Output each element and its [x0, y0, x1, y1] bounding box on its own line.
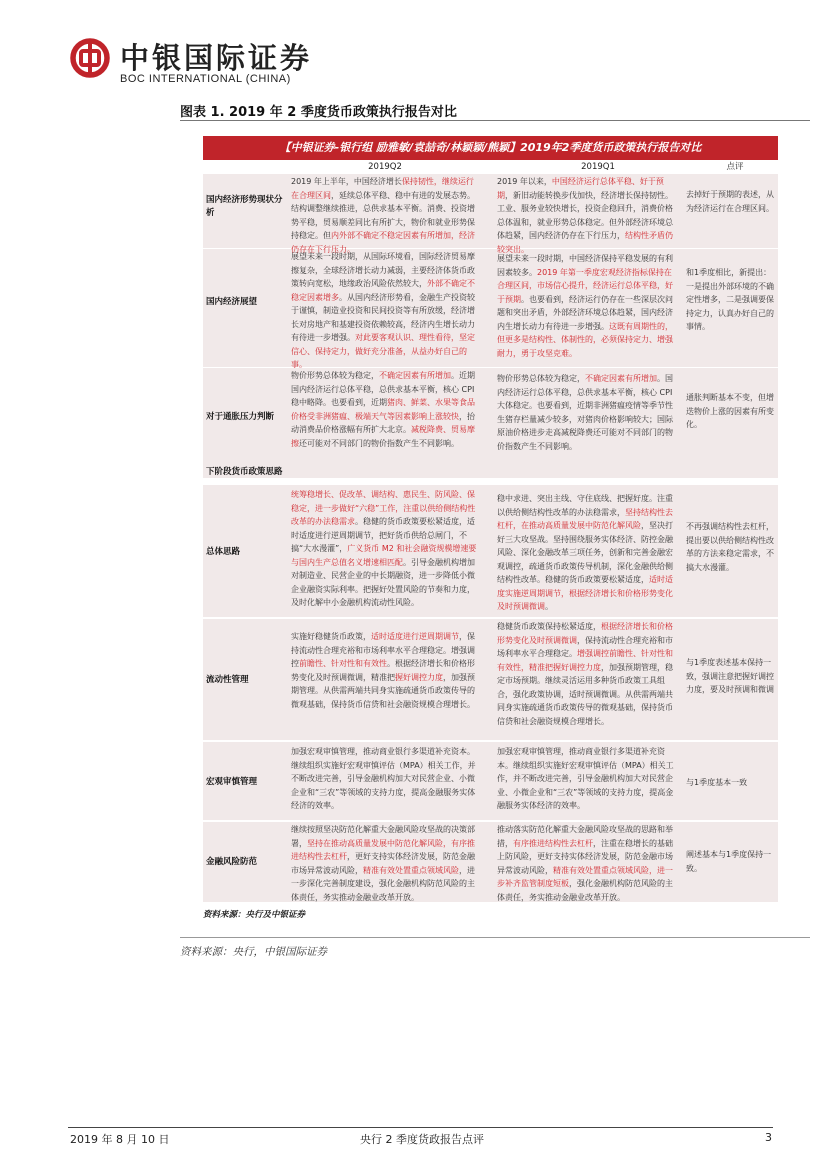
cell-q2 [291, 630, 481, 738]
cell-text: 。也要看到，经济运行仍存在一些深层次问题和突出矛盾，外部经济环境总体趋紧，国内经济内生增长动力有待进一步增强。 [497, 294, 673, 331]
brand-name-en: BOC INTERNATIONAL (CHINA) [120, 73, 291, 85]
cell-q2 [291, 250, 481, 369]
highlight-text: 中国经济运行总体平稳、好于预期 [497, 177, 664, 200]
highlight-text: 根据经济增长和价格形势变化及时预调微调 [497, 622, 673, 645]
highlight-text: 猪肉、鲜菜、水果等食品价格受非洲猪瘟、极端天气等因素影响上涨较快 [291, 398, 475, 421]
source-divider [180, 937, 810, 938]
cell-comment [686, 776, 776, 806]
cell-text: 展望未来一段时期，中国经济保持平稳发展的有利因素较多。 [497, 254, 673, 277]
cell-text: 。近期国内经济运行总体平稳，总供求基本平衡，核心 CPI 稳中略降。也要看到，近期 [291, 371, 475, 407]
cell-text: 物价形势总体较为稳定， [291, 371, 379, 380]
table-banner: 【中银证券-银行组 励雅敏/袁喆奇/林颖颖/熊颖】2019年2季度货币政策执行报告对比 [203, 136, 778, 160]
cell-comment [686, 520, 776, 610]
cell-text: 加强宏观审慎管理，推动商业银行多渠道补充资本。继续组织实施好宏观审慎评估（MPA）相关工作，并不断改进完善，引导金融机构加大对民营企业、小微企业和“三农”等领域的支持力度，提高金融服务实体经济的效率。 [497, 747, 674, 810]
cell-comment [686, 848, 776, 888]
highlight-text: 内外部不确定不稳定因素有所增加，经济仍存在下行压力。 [291, 231, 475, 254]
cell-comment [686, 188, 776, 246]
brand-name-cn: 中银国际证券 [120, 41, 313, 75]
cell-text: ，进一步深化完善制度建设，强化金融机构防范风险的主体责任，务实推动金融业改革开放。 [291, 865, 475, 902]
cell-text: ，新旧动能转换步伐加快，经济增长保持韧性。工业、服务业较快增长，投资企稳回升，消费价格总体温和，就业形势总体稳定。但外部经济环境总体趋紧，国内经济仍存在下行压力， [497, 190, 673, 240]
highlight-text: 坚持在推动高质量发展中防范化解风险，有序推进结构性去杠杆 [291, 838, 475, 861]
row-label: 国内经济展望 [206, 297, 258, 307]
cell-text: 还可能对不同部门的物价指数产生不同影响。 [299, 438, 459, 448]
highlight-text: 精准有效处置重点领域风险 [363, 865, 459, 875]
cell-text: 继续按照坚决防范化解重大金融风险攻坚战的决策部署， [291, 825, 475, 848]
highlight-text: 不确定因素有所增加 [379, 371, 451, 380]
highlight-text: 增强调控前瞻性、针对性和有效性，精准把握好调控力度 [497, 649, 673, 672]
cell-text: ，保持流动性合理充裕和市场利率水平合理稳定。 [497, 635, 673, 658]
cell-q1 [497, 492, 679, 616]
comparison-panel [203, 136, 778, 926]
inner-source-note: 资料来源：央行及中银证券 [203, 910, 306, 920]
highlight-text: 保持韧性，继续运行在合理区间 [291, 177, 474, 200]
highlight-text: 适时适度实施逆周期调节，根据经济增长和价格形势变化及时预调微调 [497, 575, 673, 611]
cell-comment [686, 266, 776, 366]
cell-text: ，坚决打好三大攻坚战。坚持围绕服务实体经济、防控金融风险、深化金融改革三项任务，创新和完善金融宏观调控，疏通货币政策传导机制，深化金融供给侧结构性改革。稳健的货币政策要松紧适度， [497, 521, 673, 584]
cell-text: ，保持流动性合理充裕和市场利率水平合理稳定。增强调控 [291, 632, 475, 668]
cell-q1 [497, 823, 679, 901]
footer-date: 2019 年 8 月 10 日 [70, 1133, 170, 1146]
cell-text: 2019 年以来， [497, 177, 552, 186]
cell-q1 [497, 745, 679, 818]
cell-text: 。 [545, 602, 553, 611]
row-label: 对于通胀压力判断 [206, 412, 275, 422]
cell-text: ，强化金融机构防范风险的主体责任，务实推动金融业改革开放。 [497, 879, 673, 902]
highlight-text: 广义货币 M2 和社会融资规模增速要与国内生产总值名义增速相匹配 [291, 544, 477, 567]
highlight-text: 减税降费、贸易摩擦 [291, 425, 475, 448]
column-header-q1: 2019Q1 [581, 162, 615, 172]
cell-text: 不再强调结构性去杠杆，提出要以供给侧结构性改革的方法来稳定需求，不搞大水漫灌。 [686, 522, 774, 572]
cell-text: 。稳健的货币政策要松紧适度，适时适度进行逆周期调节，把好货币供给总闸门，不搞“大水漫灌”， [291, 517, 475, 553]
cell-text: 。国内经济运行总体平稳，总供求基本平衡，核心 CPI 大体稳定。也要看到，近期非洲猪瘟疫情等季节性生猪存栏量减少较多，对猪肉价格影响较大；国际原油价格进步走高减税降费还可能对不同部门的物价指数产生不同影响。 [497, 374, 673, 451]
figure-title: 图表 1. 2019 年 2 季度货币政策执行报告对比 [180, 105, 457, 120]
cell-text: ，注重在稳增长的基础上防风险，更好支持实体经济发展，防范金融市场异常波动风险， [497, 838, 673, 875]
cell-text: ，抬动消费品价格涨幅有所扩大北京。 [291, 411, 475, 434]
cell-text: 推动落实防范化解重大金融风险攻坚战的思路和举措， [497, 825, 673, 848]
highlight-text: 握好调控力度 [395, 672, 443, 682]
cell-text: 。引导金融机构增加对制造业、民营企业的中长期融资，进一步降低小微企业融资实际利率。把握好处置风险的节奏和力度，及时化解中小金融机构流动性风险。 [291, 557, 475, 607]
highlight-text: 不确定因素有所增加 [585, 374, 657, 383]
cell-text: 加强宏观审慎管理，推动商业银行多渠道补充资本。继续组织实施好宏观审慎评估（MPA）相关工作，并不断改进完善，引导金融机构加大对民营企业、小微企业和“三农”等领域的支持力度，提高金融服务实体经济的效率。 [291, 747, 476, 810]
highlight-text: 有序推进结构性去杠杆 [513, 838, 593, 848]
cell-q2 [291, 369, 481, 477]
cell-text: ，加强预期管理，稳定市场预期。继续灵活运用多种货币政策工具组合，强化政策协调，适时预调微调。从供需两端共同身实施疏通货币政策传导的微观基础，保持货币信贷和社会融资规模合理增长。 [497, 662, 673, 726]
source-note: 资料来源：央行，中银国际证券 [180, 946, 327, 958]
row-label: 流动性管理 [206, 675, 249, 685]
column-header-comment: 点评 [726, 162, 744, 172]
cell-q1 [497, 620, 679, 738]
cell-text: ，更好支持实体经济发展，防范金融市场异常波动风险， [291, 852, 475, 875]
cell-text: 实施好稳健货币政策， [291, 632, 371, 641]
highlight-text: 这既有周期性的，但更多是结构性、体制性的，必须保持定力、增强耐力，勇于攻坚克难。 [497, 321, 673, 358]
cell-text: ，加强预期管理。从供需两端共同身实施疏通货币政策传导的微观基础，保持货币信贷和社会融资规模合理增长。 [291, 672, 475, 709]
cell-text: 物价形势总体较为稳定， [497, 374, 585, 383]
cell-q2 [291, 488, 481, 616]
cell-text: 稳健货币政策保持松紧适度， [497, 622, 601, 631]
cell-q2 [291, 745, 481, 818]
footer-doc-title: 央行 2 季度货政报告点评 [360, 1133, 484, 1146]
highlight-text: 注重以供给侧结构性改革的办法稳需求 [291, 503, 476, 526]
cell-text: 通胀判断基本不变，但增迭物价上涨的因素有所变化。 [686, 393, 774, 429]
highlight-text: 对此要客观认识、理性看待，坚定信心、保持定力，做好充分准备，从益办好自己的事。 [291, 333, 475, 369]
highlight-text: 统筹稳增长、促改革、调结构、惠民生、防风险、保稳定，进一步做好“六稳”工作， [291, 490, 475, 513]
highlight-text: 2019 年第一季度宏观经济指标保持在合理区间，市场信心提升，经济运行总体平稳，好于预期 [497, 267, 673, 304]
cell-comment [686, 391, 776, 471]
cell-text: 与1季度表述基本保持一致，强调注意把握好调控力度，要及时预调和微调 [686, 658, 774, 694]
row-label: 国内经济形势现状分析 [206, 195, 283, 218]
title-divider [180, 120, 810, 121]
highlight-text: 结构性矛盾仍较突出。 [497, 231, 673, 254]
column-header-q2: 2019Q2 [368, 162, 402, 172]
cell-comment [686, 656, 776, 736]
highlight-text: 坚持结构性去杠杆，在推动高质量发展中防范化解风险 [497, 507, 673, 530]
row-label: 宏观审慎管理 [206, 777, 258, 787]
cell-text: 去掉好于预期的表述，从为经济运行在合理区间。 [686, 190, 774, 213]
cell-q1 [497, 252, 679, 366]
cell-text: 。从国内经济形势看，金融生产投资较于谨慎，制造业投资和民间投资等有所放缓，经济增长对房地产和基建投资依赖较高，经济内生增长动力有待进一步增强。 [291, 292, 475, 342]
page-number: 3 [765, 1131, 772, 1144]
footer-divider [68, 1127, 773, 1128]
boc-logo-icon [70, 38, 110, 78]
cell-text: 展望未来一段时期，从国际环境看，国际经济贸易摩擦复杂，全球经济增长动力减弱，主要经济体货币政策转向宽松，地缘政治风险依然较大， [291, 252, 475, 288]
cell-text: 。根据经济增长和价格形势变化及时预调微调，精准把 [291, 659, 475, 682]
highlight-text: 精准有效处置重点领域风险，进一步补齐监管制度短板 [497, 865, 673, 888]
cell-q1 [497, 175, 679, 254]
cell-text: 与1季度基本一致 [686, 778, 748, 787]
cell-text: 阐述基本与1季度保持一致。 [686, 850, 772, 873]
cell-text: 稳中求进、突出主线、守住底线、把握好度。注重以供给侧结构性改革的办法稳需求， [497, 494, 673, 517]
highlight-text: 前瞻性、针对性和有效性 [299, 659, 387, 668]
row-label: 总体思路 [206, 547, 241, 557]
row-label: 金融风险防范 [206, 857, 258, 867]
cell-text: ，延续总体平稳、稳中有进的发展态势。结构调整继续推进，总供求基本平衡。消费、投资增势平稳，贸易顺差同比有所扩大，物价和就业形势保持稳定。但 [291, 190, 475, 240]
cell-q2 [291, 175, 481, 254]
highlight-text: 适时适度进行逆周期调节 [371, 632, 459, 641]
highlight-text: 外部不确定不稳定因素增多 [291, 279, 475, 302]
section-label: 下阶段货币政策思路 [206, 467, 283, 477]
cell-q2 [291, 823, 481, 901]
cell-text: 2019 年上半年，中国经济增长 [291, 177, 402, 186]
cell-text: 和1季度相比，新提出：一是提出外部环境的不确定性增多，二是强调要保持定力，认真办好自己的事情。 [686, 268, 774, 331]
cell-q1 [497, 372, 679, 477]
